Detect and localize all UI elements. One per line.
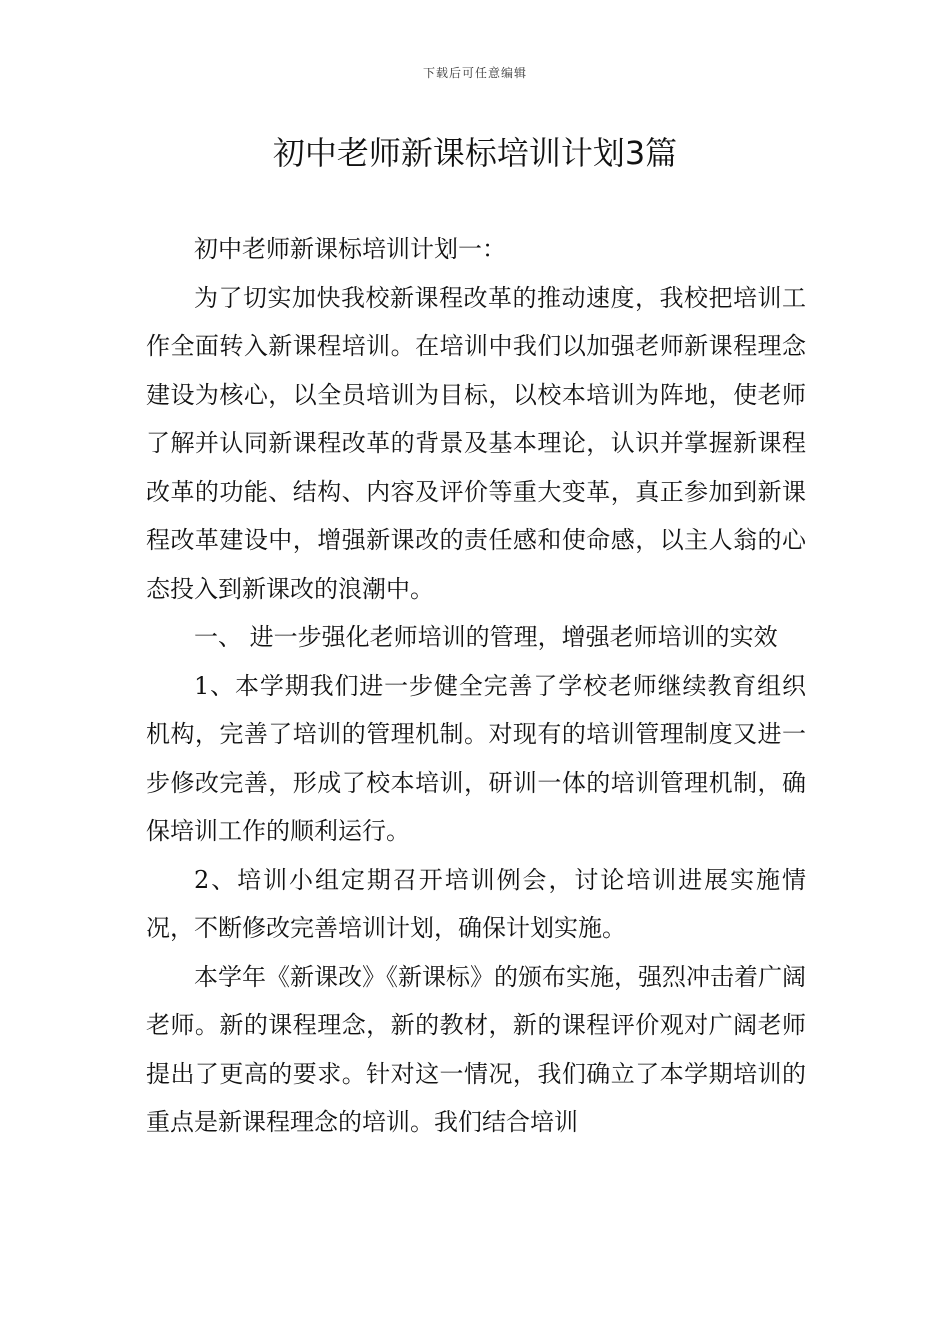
document-title: 初中老师新课标培训计划3篇 <box>272 134 678 172</box>
paragraph-item-2: 2、培训小组定期召开培训例会，讨论培训进展实施情况，不断修改完善培训计划，确保计划实施。 <box>146 865 806 942</box>
paragraph-curriculum-reform: 本学年《新课改》《新课标》的颁布实施，强烈冲击着广阔老师。新的课程理念，新的教材，新的课程评价观对广阔老师提出了更高的要求。针对这一情况，我们确立了本学期培训的重点是新课程理念的培训。我们结合培训 <box>146 962 806 1136</box>
paragraph-item-1: 1、本学期我们进一步健全完善了学校老师继续教育组织机构，完善了培训的管理机制。对现有的培训管理制度又进一步修改完善，形成了校本培训，研训一体的培训管理机制，确保培训工作的顺利运行。 <box>146 671 806 845</box>
paragraph-intro: 为了切实加快我校新课程改革的推动速度，我校把培训工作全面转入新课程培训。在培训中我们以加强老师新课程理念建设为核心，以全员培训为目标，以校本培训为阵地，使老师了解并认同新课程改革的背景及基本理论，认识并掌握新课程改革的功能、结构、内容及评价等重大变革，真正参加到新课程改革建设中，增强新课改的责任感和使命感，以主人翁的心态投入到新课改的浪潮中。 <box>146 283 806 603</box>
header-note: 下载后可任意编辑 <box>422 66 527 80</box>
paragraph-section-one-heading: 一、 进一步强化老师培训的管理，增强老师培训的实效 <box>194 623 778 651</box>
document-body <box>146 225 806 1147</box>
paragraph-plan-heading: 初中老师新课标培训计划一： <box>194 235 506 263</box>
